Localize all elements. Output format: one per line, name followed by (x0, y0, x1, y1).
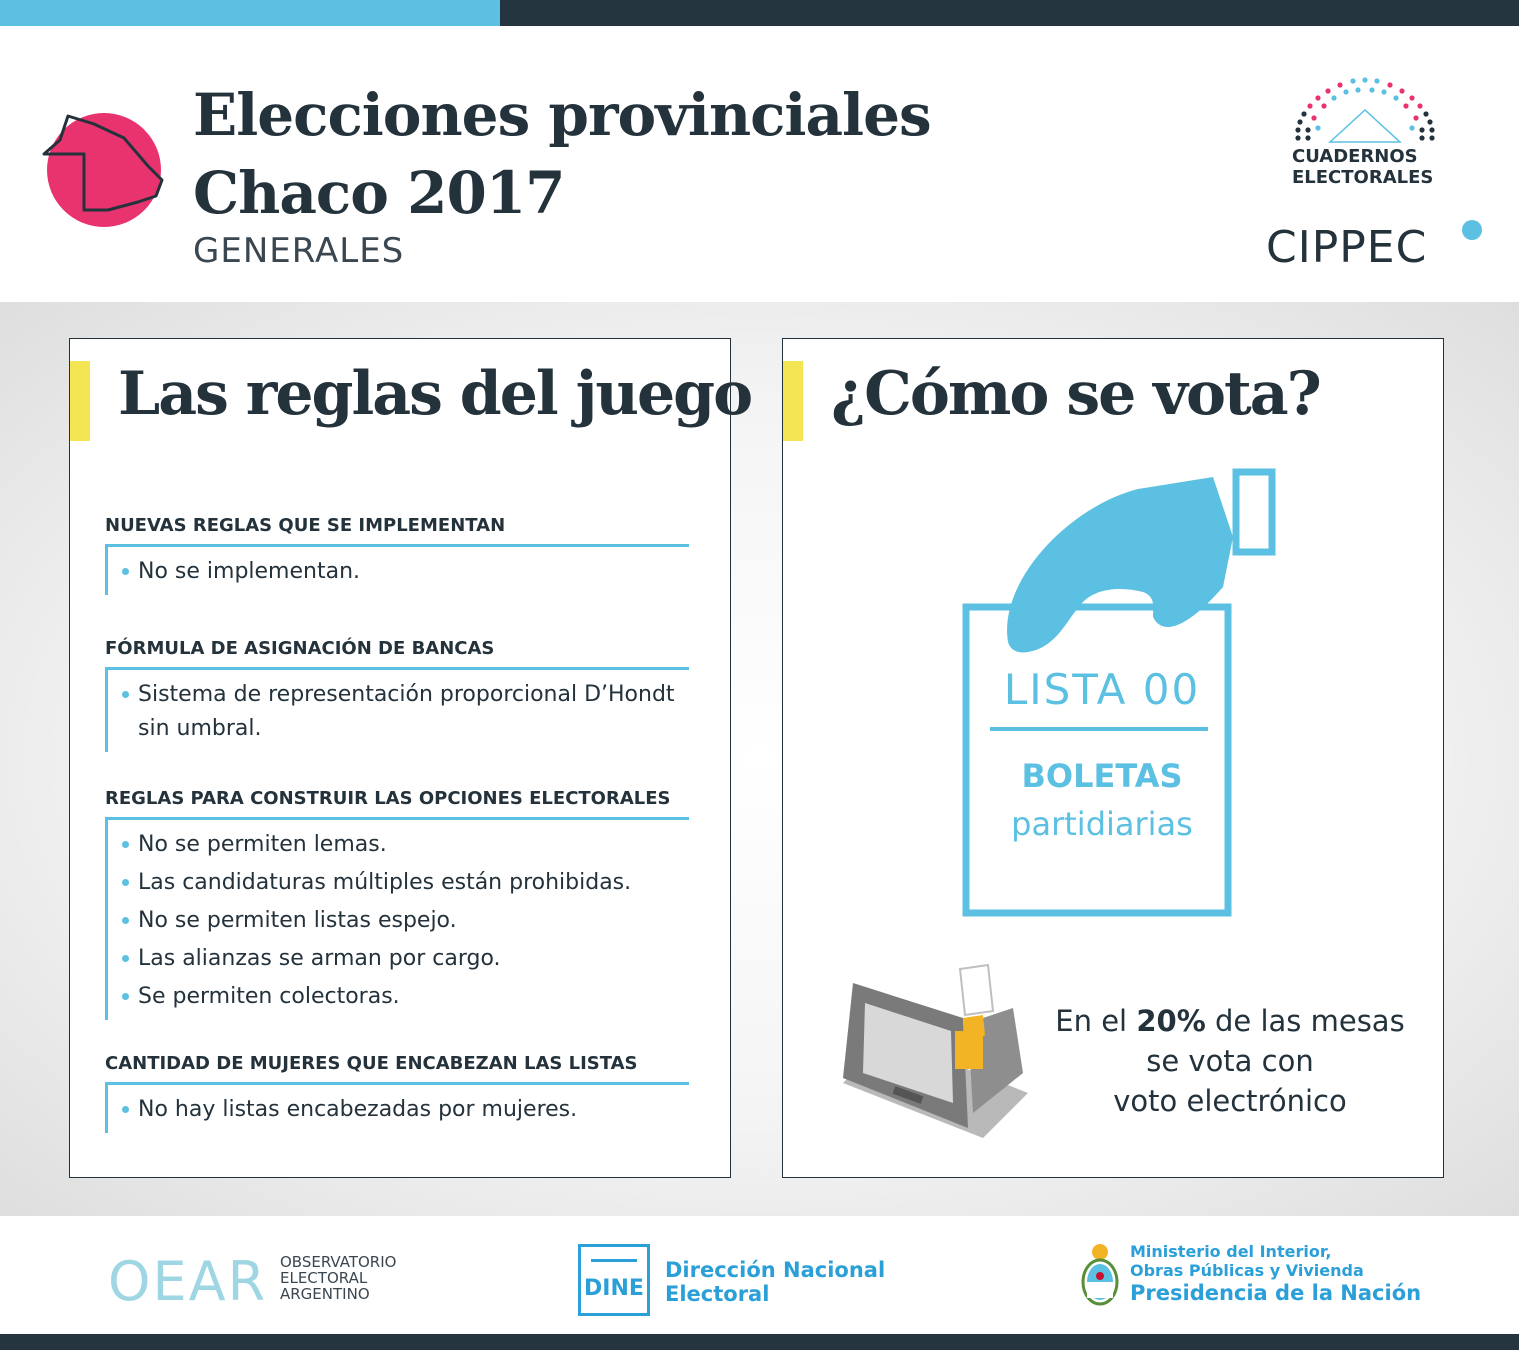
ministry-line-3: Presidencia de la Nación (1130, 1281, 1422, 1305)
evote-prefix: En el (1055, 1004, 1137, 1038)
cuadernos-electorales-text (1292, 146, 1433, 188)
cuadernos-line-2: ELECTORALES (1292, 167, 1434, 188)
section-body (105, 1082, 689, 1133)
rules-panel-title: Las reglas del juego (118, 359, 752, 429)
dine-line-2: Electoral (665, 1282, 770, 1306)
list-item: Las alianzas se arman por cargo. (122, 942, 689, 976)
evote-line-2: se vota con (1146, 1044, 1314, 1078)
yellow-accent-bar (70, 361, 90, 441)
section-new-rules (105, 515, 705, 595)
ministry-line-1: Ministerio del Interior, (1130, 1242, 1332, 1261)
oear-line-1: OBSERVATORIO (280, 1253, 397, 1271)
vote-panel-title: ¿Cómo se vota? (831, 359, 1320, 429)
cuadernos-electorales-logo (1290, 66, 1440, 146)
section-title: CANTIDAD DE MUJERES QUE ENCABEZAN LAS LISTAS (105, 1053, 638, 1074)
cippec-badge-icon (1462, 220, 1482, 240)
list-item: Se permiten colectoras. (122, 980, 689, 1014)
page-title (193, 76, 931, 232)
list-item: No se permiten lemas. (122, 828, 689, 862)
oear-line-2: ELECTORAL (280, 1269, 368, 1287)
section-title: REGLAS PARA CONSTRUIR LAS OPCIONES ELECTORALES (105, 788, 671, 809)
footer (0, 1216, 1519, 1334)
oear-logo: OEAR (108, 1250, 268, 1313)
title-line-2: Chaco 2017 (193, 159, 565, 227)
ministry-text (1130, 1242, 1421, 1306)
section-electoral-options (105, 788, 705, 1020)
list-item: Las candidaturas múltiples están prohibidas. (122, 866, 689, 900)
section-body (105, 817, 689, 1020)
list-item: No se implementan. (122, 555, 689, 589)
ballot-type-bold: BOLETAS (1021, 757, 1183, 795)
electronic-vote-text (1045, 1001, 1415, 1121)
section-title: FÓRMULA DE ASIGNACIÓN DE BANCAS (105, 638, 495, 659)
ballot-list-label: LISTA 00 (1003, 665, 1201, 714)
rules-panel (69, 338, 752, 1178)
ministry-line-2: Obras Públicas y Vivienda (1130, 1261, 1364, 1280)
yellow-accent-bar (783, 361, 803, 441)
title-line-1: Elecciones provinciales (193, 81, 931, 149)
ballot-type: partidiarias (1011, 805, 1193, 843)
evote-line-3: voto electrónico (1113, 1084, 1347, 1118)
section-body (105, 667, 689, 752)
list-item: No hay listas encabezadas por mujeres. (122, 1093, 689, 1127)
voting-machine-icon (833, 963, 1033, 1148)
section-women-heads (105, 1053, 705, 1133)
evote-suffix: de las mesas (1205, 1004, 1405, 1038)
cuadernos-line-1: CUADERNOS (1292, 146, 1418, 167)
dine-logo: DINE (578, 1244, 650, 1316)
top-bar-accent (0, 0, 500, 26)
oear-text (280, 1254, 396, 1302)
evote-percent: 20% (1136, 1004, 1206, 1038)
dine-line-1: Dirección Nacional (665, 1258, 886, 1282)
dine-text (665, 1258, 885, 1306)
coat-of-arms-icon (1080, 1242, 1120, 1308)
cippec-logo: CIPPEC (1266, 222, 1428, 273)
header (0, 26, 1519, 302)
page-subtitle: GENERALES (193, 231, 405, 271)
list-item: No se permiten listas espejo. (122, 904, 689, 938)
section-title: NUEVAS REGLAS QUE SE IMPLEMENTAN (105, 515, 506, 536)
list-item: Sistema de representación proporcional D’Hondt sin umbral. (122, 678, 682, 746)
top-bar (0, 0, 1519, 26)
evote-line-1 (1045, 1001, 1415, 1041)
section-seat-formula (105, 638, 705, 752)
chaco-map-icon (38, 110, 168, 230)
section-body (105, 544, 689, 595)
how-to-vote-panel (782, 338, 1444, 1178)
bottom-bar (0, 1334, 1519, 1350)
oear-line-3: ARGENTINO (280, 1285, 370, 1303)
